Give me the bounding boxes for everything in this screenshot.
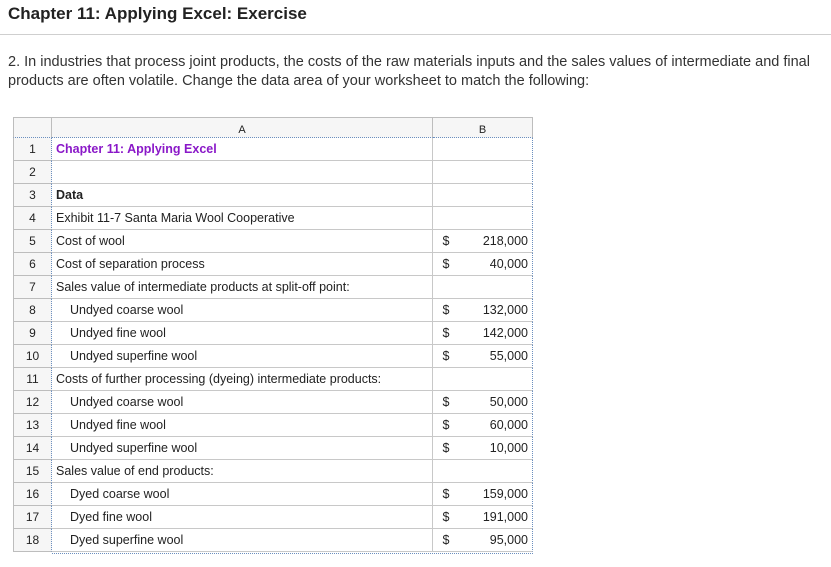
row-header[interactable]: 18 xyxy=(13,529,52,552)
cell-value: 159,000 xyxy=(482,487,528,501)
cell-b[interactable] xyxy=(433,207,533,230)
currency-symbol: $ xyxy=(442,395,450,409)
row-header[interactable]: 3 xyxy=(13,184,52,207)
cell-value: 191,000 xyxy=(482,510,528,524)
row-header[interactable]: 4 xyxy=(13,207,52,230)
currency-symbol: $ xyxy=(442,441,450,455)
table-row xyxy=(13,414,533,437)
table-row xyxy=(13,460,533,483)
cell-a[interactable]: Cost of separation process xyxy=(52,253,433,276)
row-header[interactable]: 7 xyxy=(13,276,52,299)
table-row xyxy=(13,138,533,161)
cell-value: 60,000 xyxy=(489,418,528,432)
table-row xyxy=(13,184,533,207)
row-header[interactable]: 14 xyxy=(13,437,52,460)
table-row xyxy=(13,345,533,368)
cell-value: 132,000 xyxy=(482,303,528,317)
row-header[interactable]: 6 xyxy=(13,253,52,276)
cell-b[interactable] xyxy=(433,230,533,253)
row-header[interactable]: 5 xyxy=(13,230,52,253)
cell-a[interactable]: Chapter 11: Applying Excel xyxy=(52,138,433,161)
instruction-text: 2. In industries that process joint products, the costs of the raw materials inputs and the sales values of intermediate and final products are often volatile. Change the data area of your worksheet to match the following: xyxy=(8,54,810,89)
table-row xyxy=(13,437,533,460)
cell-b[interactable] xyxy=(433,184,533,207)
column-header-b[interactable]: B xyxy=(433,117,533,138)
currency-symbol: $ xyxy=(442,510,450,524)
table-row xyxy=(13,322,533,345)
cell-b[interactable] xyxy=(433,437,533,460)
cell-b[interactable] xyxy=(433,391,533,414)
cell-a[interactable]: Dyed superfine wool xyxy=(52,529,433,552)
cell-value: 40,000 xyxy=(489,257,528,271)
cell-b[interactable] xyxy=(433,529,533,552)
table-row xyxy=(13,161,533,184)
table-row xyxy=(13,299,533,322)
cell-b[interactable] xyxy=(433,322,533,345)
cell-a[interactable]: Sales value of end products: xyxy=(52,460,433,483)
cell-value: 218,000 xyxy=(482,234,528,248)
row-header[interactable]: 12 xyxy=(13,391,52,414)
currency-symbol: $ xyxy=(442,234,450,248)
cell-value: 142,000 xyxy=(482,326,528,340)
row-header[interactable]: 16 xyxy=(13,483,52,506)
cell-a[interactable]: Cost of wool xyxy=(52,230,433,253)
cell-b[interactable] xyxy=(433,138,533,161)
cell-a[interactable]: Undyed superfine wool xyxy=(52,437,433,460)
cell-b[interactable] xyxy=(433,299,533,322)
currency-symbol: $ xyxy=(442,487,450,501)
cell-a[interactable]: Exhibit 11-7 Santa Maria Wool Cooperative xyxy=(52,207,433,230)
currency-symbol: $ xyxy=(442,257,450,271)
cell-a[interactable]: Data xyxy=(52,184,433,207)
cell-a[interactable]: Costs of further processing (dyeing) intermediate products: xyxy=(52,368,433,391)
cell-value: 95,000 xyxy=(489,533,528,547)
table-row xyxy=(13,391,533,414)
cell-a[interactable]: Undyed coarse wool xyxy=(52,391,433,414)
row-header[interactable]: 17 xyxy=(13,506,52,529)
cell-b[interactable] xyxy=(433,414,533,437)
cell-a[interactable]: Undyed fine wool xyxy=(52,322,433,345)
table-row xyxy=(13,368,533,391)
cell-b[interactable] xyxy=(433,161,533,184)
row-header[interactable]: 11 xyxy=(13,368,52,391)
table-row xyxy=(13,207,533,230)
column-header-a[interactable]: A xyxy=(52,117,433,138)
cell-a[interactable]: Dyed coarse wool xyxy=(52,483,433,506)
cell-a[interactable]: Undyed coarse wool xyxy=(52,299,433,322)
cell-b[interactable] xyxy=(433,483,533,506)
cell-value: 55,000 xyxy=(489,349,528,363)
cell-value: 50,000 xyxy=(489,395,528,409)
row-header[interactable]: 1 xyxy=(13,138,52,161)
data-area-bottom-edge xyxy=(52,553,533,554)
cell-b[interactable] xyxy=(433,506,533,529)
cell-a[interactable] xyxy=(52,161,433,184)
row-header[interactable]: 10 xyxy=(13,345,52,368)
row-header[interactable]: 2 xyxy=(13,161,52,184)
cell-b[interactable] xyxy=(433,460,533,483)
currency-symbol: $ xyxy=(442,418,450,432)
row-header[interactable]: 15 xyxy=(13,460,52,483)
currency-symbol: $ xyxy=(442,303,450,317)
cell-b[interactable] xyxy=(433,253,533,276)
cell-a[interactable]: Sales value of intermediate products at split-off point: xyxy=(52,276,433,299)
table-row xyxy=(13,230,533,253)
table-row xyxy=(13,506,533,529)
cell-b[interactable] xyxy=(433,276,533,299)
cell-value: 10,000 xyxy=(489,441,528,455)
cell-a[interactable]: Dyed fine wool xyxy=(52,506,433,529)
currency-symbol: $ xyxy=(442,349,450,363)
select-all-corner[interactable] xyxy=(13,117,52,138)
currency-symbol: $ xyxy=(442,326,450,340)
row-header[interactable]: 13 xyxy=(13,414,52,437)
title-divider xyxy=(0,34,831,35)
table-row xyxy=(13,253,533,276)
page-title: Chapter 11: Applying Excel: Exercise xyxy=(8,4,307,23)
row-header[interactable]: 9 xyxy=(13,322,52,345)
table-row xyxy=(13,483,533,506)
row-header[interactable]: 8 xyxy=(13,299,52,322)
cell-a[interactable]: Undyed superfine wool xyxy=(52,345,433,368)
cell-b[interactable] xyxy=(433,345,533,368)
currency-symbol: $ xyxy=(442,533,450,547)
cell-b[interactable] xyxy=(433,368,533,391)
table-row xyxy=(13,276,533,299)
spreadsheet xyxy=(13,117,533,554)
table-row xyxy=(13,529,533,552)
cell-a[interactable]: Undyed fine wool xyxy=(52,414,433,437)
